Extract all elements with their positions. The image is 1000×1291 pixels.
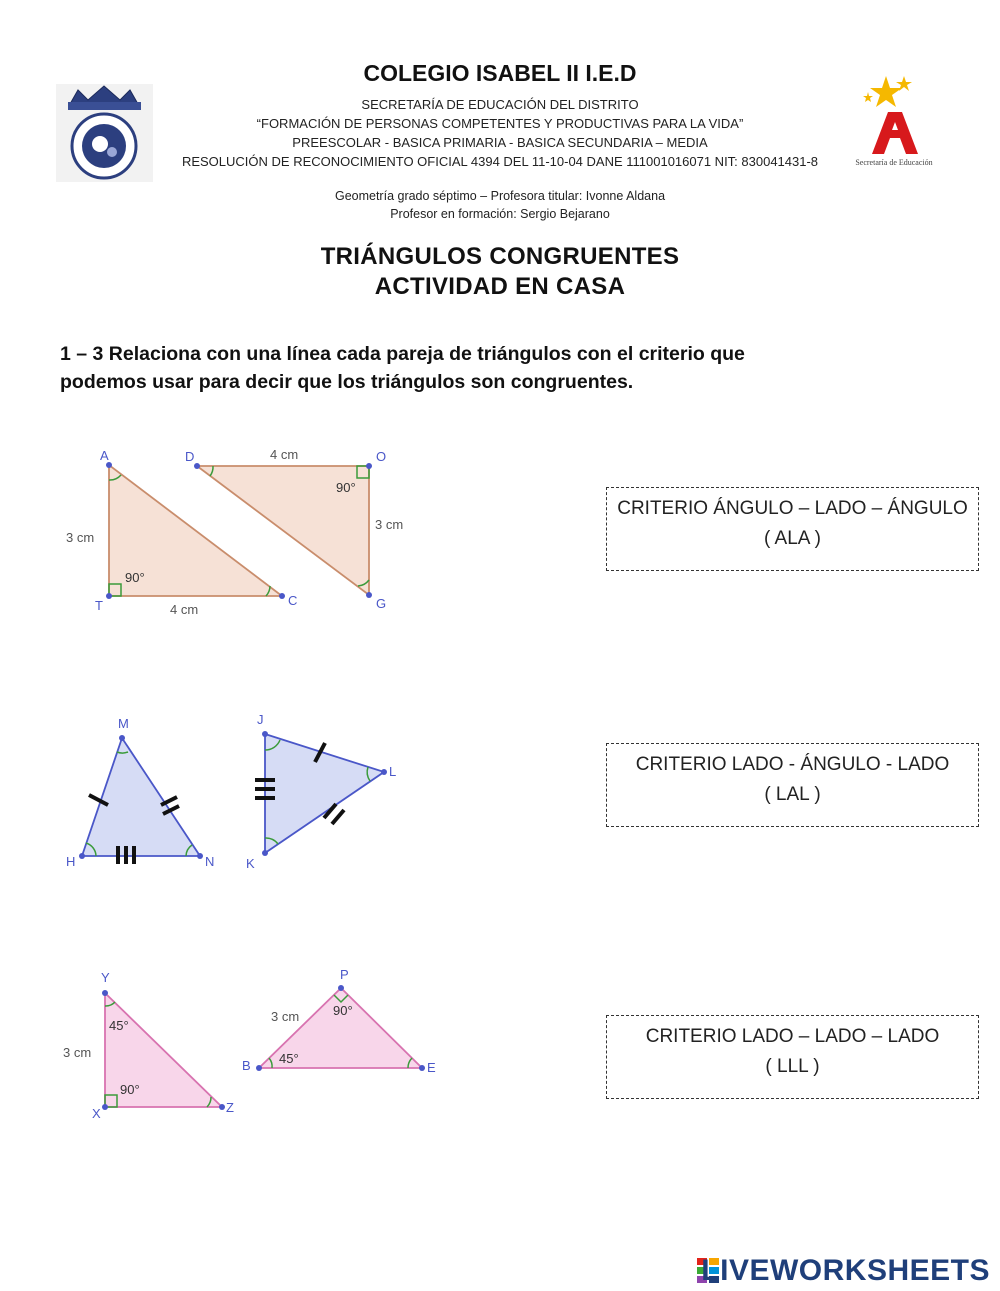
trainee-info: Profesor en formación: Sergio Bejarano [390,207,610,221]
vertex-c: C [288,593,298,608]
label-side-yx: 3 cm [63,1045,92,1060]
vertex-x: X [92,1106,101,1121]
triangle-pair-3[interactable] [55,965,445,1125]
label-side-og: 3 cm [375,517,404,532]
vertex-h: H [66,854,76,869]
vertex-g: G [376,596,387,611]
header-line-1: SECRETARÍA DE EDUCACIÓN DEL DISTRITO [361,97,639,112]
vertex-t: T [95,598,103,613]
course-info: Geometría grado séptimo – Profesora titular: Ivonne Aldana [334,189,666,203]
vertex-y: Y [101,970,110,985]
criterion-lal-abbr: ( LAL ) [764,784,821,805]
label-side-tc: 4 cm [170,602,199,617]
header-line-4: RESOLUCIÓN DE RECONOCIMIENTO OFICIAL 4394 DEL 11-10-04 DANE 111001016071 NIT: 830041431-8 [181,154,819,169]
criterion-ala-name: CRITERIO ÁNGULO – LADO – ÁNGULO [617,498,968,519]
label-side-do: 4 cm [270,447,299,462]
vertex-n: N [205,854,215,869]
vertex-e: E [427,1060,436,1075]
vertex-z: Z [226,1100,234,1115]
vertex-o: O [376,449,387,464]
triangle-pair-2[interactable] [60,710,410,875]
page-title: TRIÁNGULOS CONGRUENTES [320,243,680,270]
label-angle-t: 90° [125,570,145,585]
instructions-line-2: podemos usar para decir que los triángulos son congruentes. [60,371,634,393]
label-angle-y: 45° [109,1018,129,1033]
label-angle-x: 90° [120,1082,140,1097]
criterion-ala-abbr: ( ALA ) [763,528,822,549]
header-line-3: PREESCOLAR - BASICA PRIMARIA - BASICA SECUNDARIA – MEDIA [292,135,708,150]
triangle-mhn[interactable] [79,735,203,864]
criterion-lll-box[interactable] [606,1015,979,1099]
criterion-lal-name: CRITERIO LADO - ÁNGULO - LADO [635,754,950,775]
vertex-p: P [340,967,349,982]
header-line-2: “FORMACIÓN DE PERSONAS COMPETENTES Y PRODUCTIVAS PARA LA VIDA” [256,116,744,131]
school-name: COLEGIO ISABEL II I.E.D [363,60,637,86]
vertex-j: J [257,712,264,727]
label-angle-o: 90° [336,480,356,495]
label-angle-p: 90° [333,1003,353,1018]
vertex-k: K [246,856,255,871]
vertex-b: B [242,1058,251,1073]
label-angle-b: 45° [279,1051,299,1066]
instructions [60,340,940,396]
secretaria-logo-caption: Secretaría de Educación [855,158,933,167]
criterion-lal-box[interactable] [606,743,979,827]
liveworksheets-brand: LIVEWORKSHEETS [701,1254,990,1287]
criterion-lll-name: CRITERIO LADO – LADO – LADO [645,1026,940,1047]
vertex-a: A [100,448,109,463]
vertex-m: M [118,716,129,731]
label-side-bp: 3 cm [271,1009,300,1024]
vertex-d: D [185,449,195,464]
page-subtitle: ACTIVIDAD EN CASA [374,273,626,300]
triangle-pair-1[interactable] [55,440,425,625]
vertex-l: L [389,764,397,779]
label-side-at: 3 cm [66,530,95,545]
instructions-line-1: 1 – 3 Relaciona con una línea cada pareja de triángulos con el criterio que [60,343,745,365]
criterion-lll-abbr: ( LLL ) [765,1056,820,1077]
criterion-ala-box[interactable] [606,487,979,571]
triangle-jlk[interactable] [255,731,387,856]
